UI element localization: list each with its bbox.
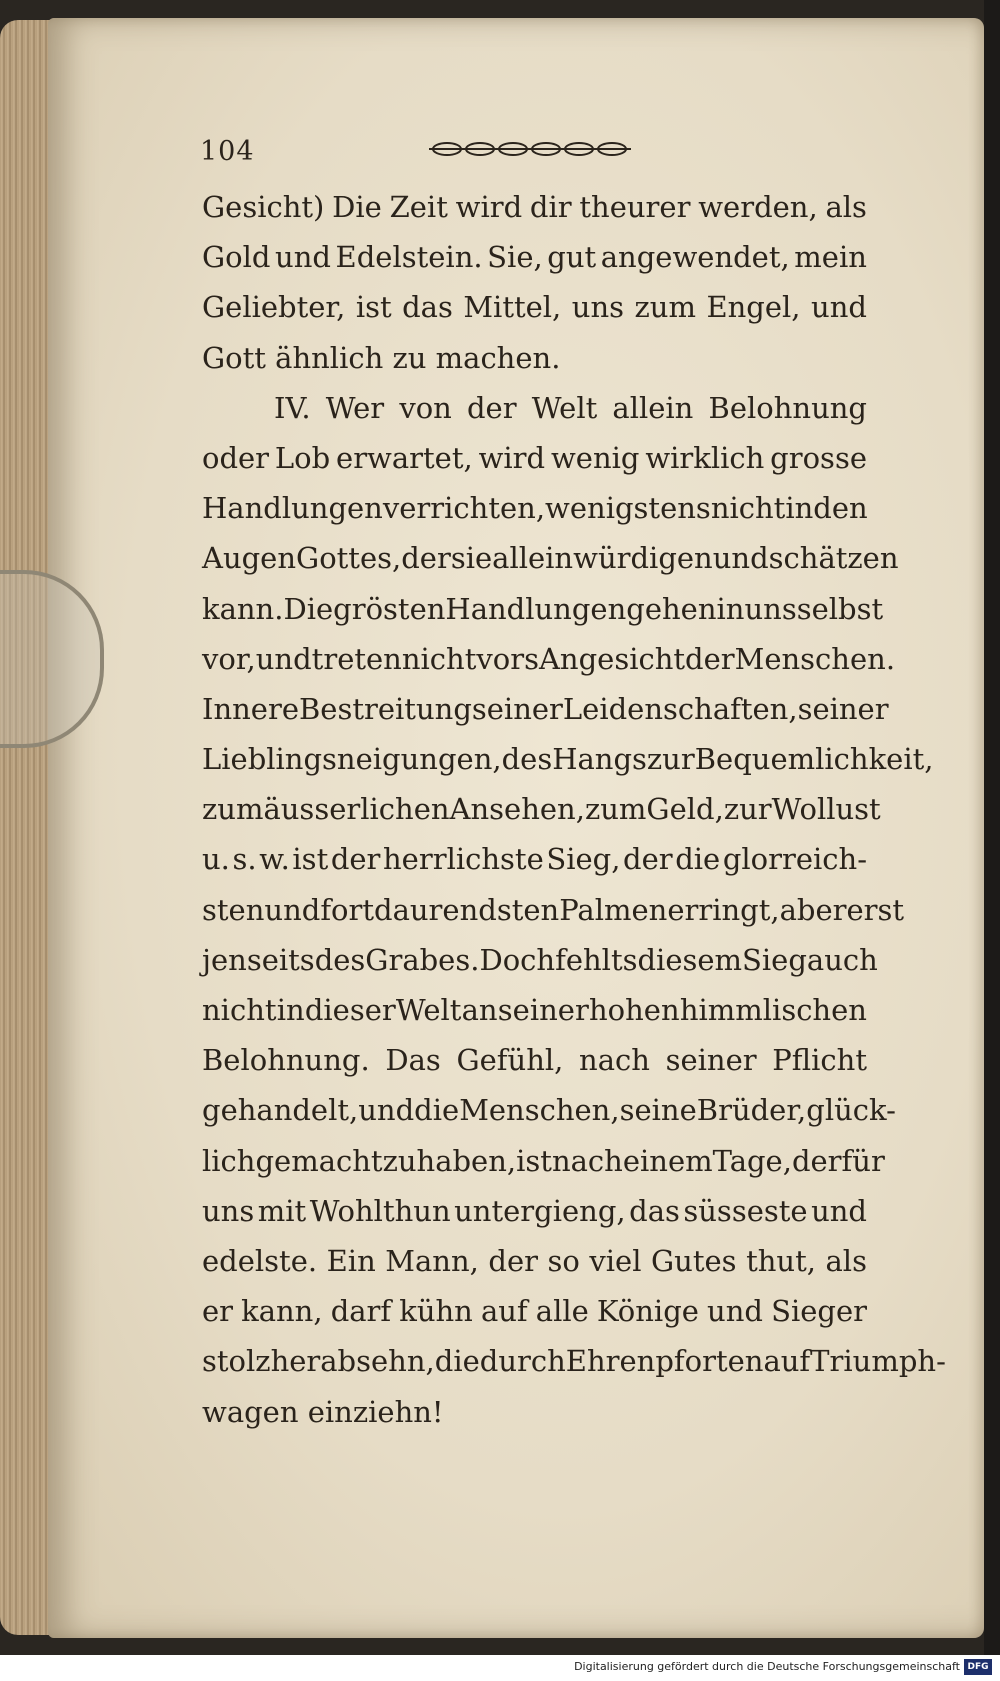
text-line — [202, 985, 867, 1035]
word: von — [399, 390, 452, 425]
word: und — [712, 541, 769, 576]
word: der — [791, 1143, 842, 1178]
text-line — [202, 885, 905, 935]
word: durch — [479, 1344, 566, 1379]
word: Leidenschaften, — [562, 691, 798, 726]
word: Welt — [395, 993, 462, 1027]
footer-bar — [0, 1655, 1000, 1681]
word: äusserlichen — [263, 792, 450, 827]
text-line: wagen einziehn! — [202, 1394, 444, 1429]
word: auch — [806, 942, 878, 977]
word: zum — [202, 792, 264, 827]
word: w. — [259, 842, 290, 877]
word: kühn — [399, 1294, 473, 1329]
word: Triumph- — [810, 1344, 946, 1379]
text-line — [202, 784, 881, 834]
word: stolz — [202, 1344, 271, 1379]
word: herrlichste — [383, 842, 544, 877]
word: viel — [589, 1243, 642, 1278]
word: Menschen, — [459, 1093, 620, 1128]
word: grösten — [333, 591, 446, 626]
word: Die — [283, 591, 334, 626]
word: zu — [382, 1143, 417, 1178]
word: des — [314, 942, 366, 977]
text-line — [202, 483, 867, 533]
word: kann. — [202, 591, 284, 626]
word: Geld, — [646, 792, 724, 827]
word: sten — [202, 892, 265, 927]
word: Innere — [202, 691, 299, 726]
word: nicht — [710, 491, 786, 526]
word: Belohnung. — [202, 1043, 370, 1078]
word: ist — [355, 290, 392, 325]
text-line — [202, 1186, 867, 1236]
word: Gesicht) — [202, 190, 325, 224]
word: Augen — [202, 541, 297, 576]
word: das — [629, 1193, 680, 1228]
word: gehen — [626, 591, 717, 626]
word: mit — [257, 1193, 307, 1228]
ornament-icon — [425, 138, 635, 160]
word: auf — [480, 1294, 528, 1329]
word: nicht — [202, 993, 277, 1027]
word: Sieg, — [546, 842, 621, 877]
word: wenigstens — [545, 491, 711, 526]
body-text — [202, 182, 946, 1437]
word: erringt, — [667, 892, 780, 927]
word: der — [401, 541, 451, 576]
word: Gefühl, — [456, 1043, 564, 1078]
paragraph-start-line — [202, 383, 867, 433]
word: glück- — [806, 1093, 896, 1128]
word: seiner — [471, 691, 563, 726]
word: Gottes, — [296, 541, 402, 576]
word: in — [785, 491, 814, 526]
word: als — [825, 190, 867, 224]
word: alle — [535, 1294, 589, 1329]
word: gemacht — [255, 1143, 383, 1178]
page-number: 104 — [200, 136, 255, 167]
word: die — [434, 1344, 480, 1379]
word: Ansehen, — [449, 792, 585, 827]
word: die — [414, 1093, 460, 1128]
word: Mann, — [385, 1243, 479, 1278]
word: gut — [547, 240, 597, 275]
text-line — [202, 1286, 867, 1336]
word: allein — [492, 541, 574, 576]
word: erwartet, — [336, 440, 473, 475]
word: die — [675, 842, 721, 877]
word: vor, — [202, 641, 256, 676]
word: der — [685, 641, 735, 676]
word: wirklich — [645, 440, 765, 475]
word: süsseste — [683, 1193, 808, 1228]
word: Handlungen — [202, 491, 383, 526]
word: Brüder, — [696, 1093, 807, 1128]
word: u. — [202, 842, 230, 877]
funding-credit: Digitalisierung gefördert durch die Deutsche Forschungsgemeinschaft — [574, 1660, 960, 1673]
word: ist — [516, 1143, 552, 1178]
word: edelste. — [202, 1243, 318, 1278]
word: und — [811, 290, 867, 325]
text-line — [202, 232, 867, 282]
word: zur — [646, 742, 695, 777]
word: wird — [478, 440, 546, 475]
word: Grabes. — [365, 942, 480, 977]
word: Mittel, — [463, 290, 562, 325]
word: Pflicht — [772, 1043, 867, 1078]
word: an — [461, 993, 498, 1027]
word: lich — [202, 1143, 256, 1178]
word: uns — [571, 290, 625, 325]
word: der — [488, 1243, 538, 1278]
word: Ehrenpforten — [565, 1344, 764, 1379]
word: IV. — [274, 390, 311, 425]
word: seiner — [497, 993, 589, 1027]
word: Edelstein. — [335, 240, 483, 275]
word: verrichten, — [382, 491, 546, 526]
word: Ein — [326, 1243, 376, 1278]
text-line — [202, 1136, 885, 1186]
word: in — [716, 591, 745, 626]
word: Das — [385, 1043, 441, 1078]
text-line — [202, 1085, 896, 1135]
word: Welt — [531, 390, 598, 425]
word: untergieng, — [454, 1193, 626, 1228]
word: den — [813, 491, 868, 526]
word: fehlts — [555, 942, 638, 977]
word: Lob — [274, 440, 331, 475]
word: Sieg — [742, 942, 807, 977]
word: sie — [450, 541, 493, 576]
word: nach — [551, 1143, 623, 1178]
word: Engel, — [706, 290, 801, 325]
word: Zeit — [389, 190, 448, 224]
word: Bequemlichkeit, — [694, 742, 934, 777]
word: und — [264, 892, 321, 927]
text-line — [202, 634, 896, 684]
word: der — [623, 842, 673, 877]
word: schätzen — [768, 541, 899, 576]
word: Wollust — [771, 792, 881, 827]
word: Wohlthun — [309, 1193, 451, 1228]
word: und — [707, 1294, 763, 1329]
word: in — [276, 993, 305, 1027]
word: Tage, — [712, 1143, 792, 1178]
word: er — [202, 1294, 234, 1329]
word: werden, — [698, 190, 818, 224]
word: selbst — [796, 591, 884, 626]
word: herabsehn, — [270, 1344, 435, 1379]
word: grosse — [770, 440, 867, 475]
word: jenseits — [202, 942, 315, 977]
word: Angesicht — [538, 641, 686, 676]
word: Gold — [202, 240, 271, 275]
word: zur — [723, 792, 772, 827]
word: kann, — [241, 1294, 323, 1329]
word: und — [275, 240, 331, 275]
word: des — [501, 742, 553, 777]
word: glorreich- — [722, 842, 867, 877]
word: zum — [584, 792, 647, 827]
word: Belohnung — [708, 390, 867, 425]
text-line — [202, 584, 884, 634]
word: und — [811, 1193, 867, 1228]
word: seine — [619, 1093, 697, 1128]
word: thut, — [746, 1243, 816, 1278]
word: Die — [332, 190, 382, 224]
word: darf — [330, 1294, 392, 1329]
text-line — [202, 834, 867, 884]
text-line — [202, 433, 867, 483]
word: dieser — [304, 993, 396, 1027]
word: allein — [612, 390, 694, 425]
word: wenig — [550, 440, 640, 475]
word: der — [466, 390, 517, 425]
word: uns — [744, 591, 797, 626]
text-line — [202, 533, 899, 583]
word: uns — [202, 1193, 255, 1228]
word: angewendet, — [600, 240, 790, 275]
word: so — [547, 1243, 580, 1278]
text-line — [202, 1035, 867, 1085]
dfg-logo-icon: DFG — [964, 1659, 992, 1675]
text-line — [202, 935, 878, 985]
word: das — [402, 290, 453, 325]
text-line — [202, 684, 889, 734]
word: und — [358, 1093, 415, 1128]
word: Sieger — [771, 1294, 867, 1329]
word: treten — [311, 641, 402, 676]
word: Doch — [479, 942, 556, 977]
word: auf — [763, 1344, 811, 1379]
word: nicht — [401, 641, 477, 676]
text-line: Gott ähnlich zu machen. — [202, 340, 561, 375]
word: Sie, — [487, 240, 543, 275]
word: Geliebter, — [202, 290, 346, 325]
word: erst — [846, 892, 905, 927]
word: Palmen — [559, 892, 668, 927]
scan-border — [984, 0, 1000, 1655]
word: gehandelt, — [202, 1093, 359, 1128]
word: Hangs — [552, 742, 647, 777]
word: haben, — [416, 1143, 517, 1178]
word: und — [255, 641, 312, 676]
word: s. — [232, 842, 257, 877]
word: mein — [794, 240, 867, 275]
word: theurer — [579, 190, 691, 224]
word: Könige — [596, 1294, 699, 1329]
word: dir — [529, 190, 572, 224]
word: Bestreitung — [299, 691, 472, 726]
word: Menschen. — [734, 641, 896, 676]
word: himmlischen — [679, 993, 867, 1027]
word: würdigen — [573, 541, 713, 576]
text-line — [202, 182, 867, 232]
text-line — [202, 734, 934, 784]
word: oder — [202, 440, 270, 475]
word: als — [825, 1243, 867, 1278]
word: einem — [622, 1143, 713, 1178]
word: aber — [779, 892, 847, 927]
word: Handlungen — [445, 591, 627, 626]
word: seiner — [797, 691, 889, 726]
word: für — [841, 1143, 885, 1178]
word: ist — [292, 842, 329, 877]
word: nach — [579, 1043, 650, 1078]
text-line — [202, 282, 867, 332]
word: diesem — [637, 942, 743, 977]
word: Wer — [325, 390, 385, 425]
word: Lieblingsneigungen, — [202, 742, 502, 777]
text-line — [202, 1236, 867, 1286]
word: vors — [476, 641, 539, 676]
word: Gutes — [651, 1243, 737, 1278]
word: fortdaurendsten — [320, 892, 560, 927]
word: seiner — [665, 1043, 757, 1078]
word: zum — [634, 290, 696, 325]
word: wird — [455, 190, 523, 224]
word: hohen — [588, 993, 680, 1027]
text-line — [202, 1336, 946, 1386]
word: der — [330, 842, 381, 877]
